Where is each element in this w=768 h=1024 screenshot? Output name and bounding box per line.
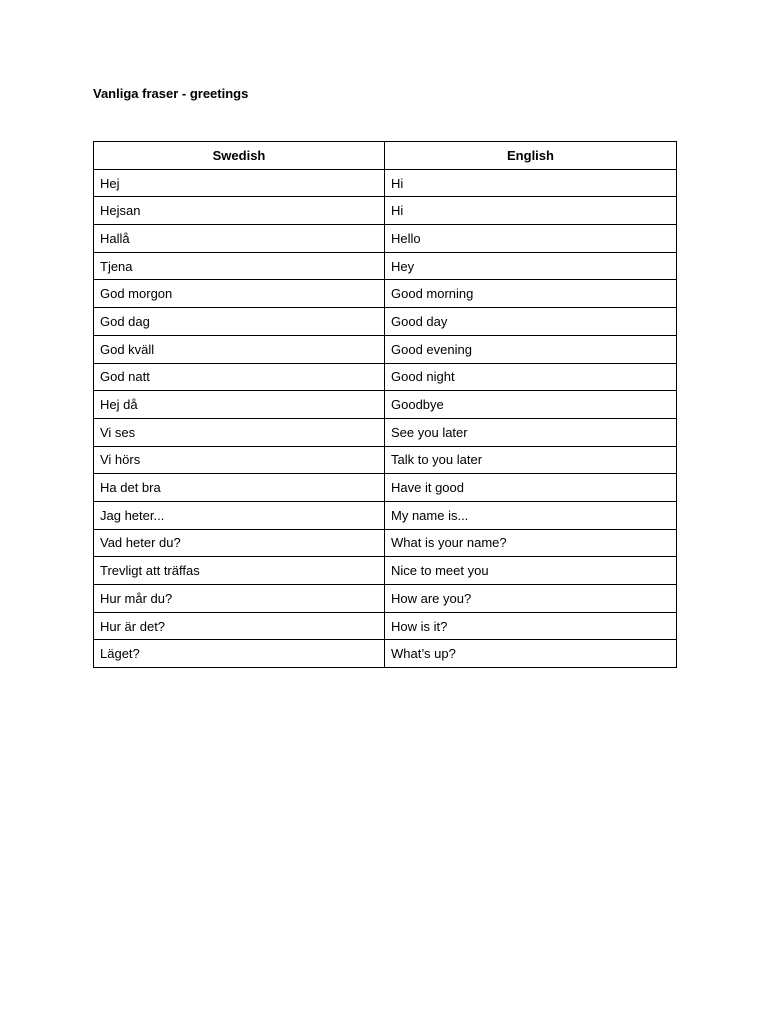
table-row [94,252,677,280]
english-cell: What is your name? [385,529,677,557]
english-cell: How are you? [385,585,677,613]
header-row [94,142,677,170]
swedish-cell: God natt [94,363,385,391]
english-cell: My name is... [385,501,677,529]
swedish-cell: Vi ses [94,418,385,446]
english-cell: Good night [385,363,677,391]
swedish-cell: Hejsan [94,197,385,225]
english-cell: Good evening [385,335,677,363]
english-cell: How is it? [385,612,677,640]
english-cell: Hey [385,252,677,280]
table-row [94,585,677,613]
swedish-cell: God morgon [94,280,385,308]
swedish-cell: Tjena [94,252,385,280]
table-row [94,529,677,557]
swedish-cell: Jag heter... [94,501,385,529]
english-cell: Good morning [385,280,677,308]
english-cell: Hi [385,197,677,225]
english-cell: Have it good [385,474,677,502]
swedish-cell: Hej då [94,391,385,419]
page-title: Vanliga fraser - greetings [93,86,249,101]
phrase-table [93,141,677,668]
swedish-cell: Vad heter du? [94,529,385,557]
swedish-cell: Hur är det? [94,612,385,640]
table-row [94,335,677,363]
swedish-cell: God kväll [94,335,385,363]
swedish-cell: Hej [94,169,385,197]
english-cell: Hi [385,169,677,197]
table-row [94,363,677,391]
table-row [94,308,677,336]
table-header [94,142,677,170]
table-row [94,169,677,197]
english-cell: Good day [385,308,677,336]
swedish-cell: God dag [94,308,385,336]
table-row [94,640,677,668]
swedish-cell: Ha det bra [94,474,385,502]
column-header-english: English [385,142,677,170]
swedish-cell: Vi hörs [94,446,385,474]
table-row [94,557,677,585]
table-row [94,612,677,640]
swedish-cell: Trevligt att träffas [94,557,385,585]
table-row [94,446,677,474]
english-cell: Goodbye [385,391,677,419]
table-row [94,280,677,308]
table-row [94,197,677,225]
swedish-cell: Hur mår du? [94,585,385,613]
swedish-cell: Hallå [94,225,385,253]
table-row [94,391,677,419]
swedish-cell: Läget? [94,640,385,668]
column-header-swedish: Swedish [94,142,385,170]
table-body [94,169,677,667]
english-cell: What’s up? [385,640,677,668]
english-cell: See you later [385,418,677,446]
table-row [94,418,677,446]
table-row [94,474,677,502]
english-cell: Talk to you later [385,446,677,474]
english-cell: Nice to meet you [385,557,677,585]
english-cell: Hello [385,225,677,253]
table-row [94,501,677,529]
table-row [94,225,677,253]
